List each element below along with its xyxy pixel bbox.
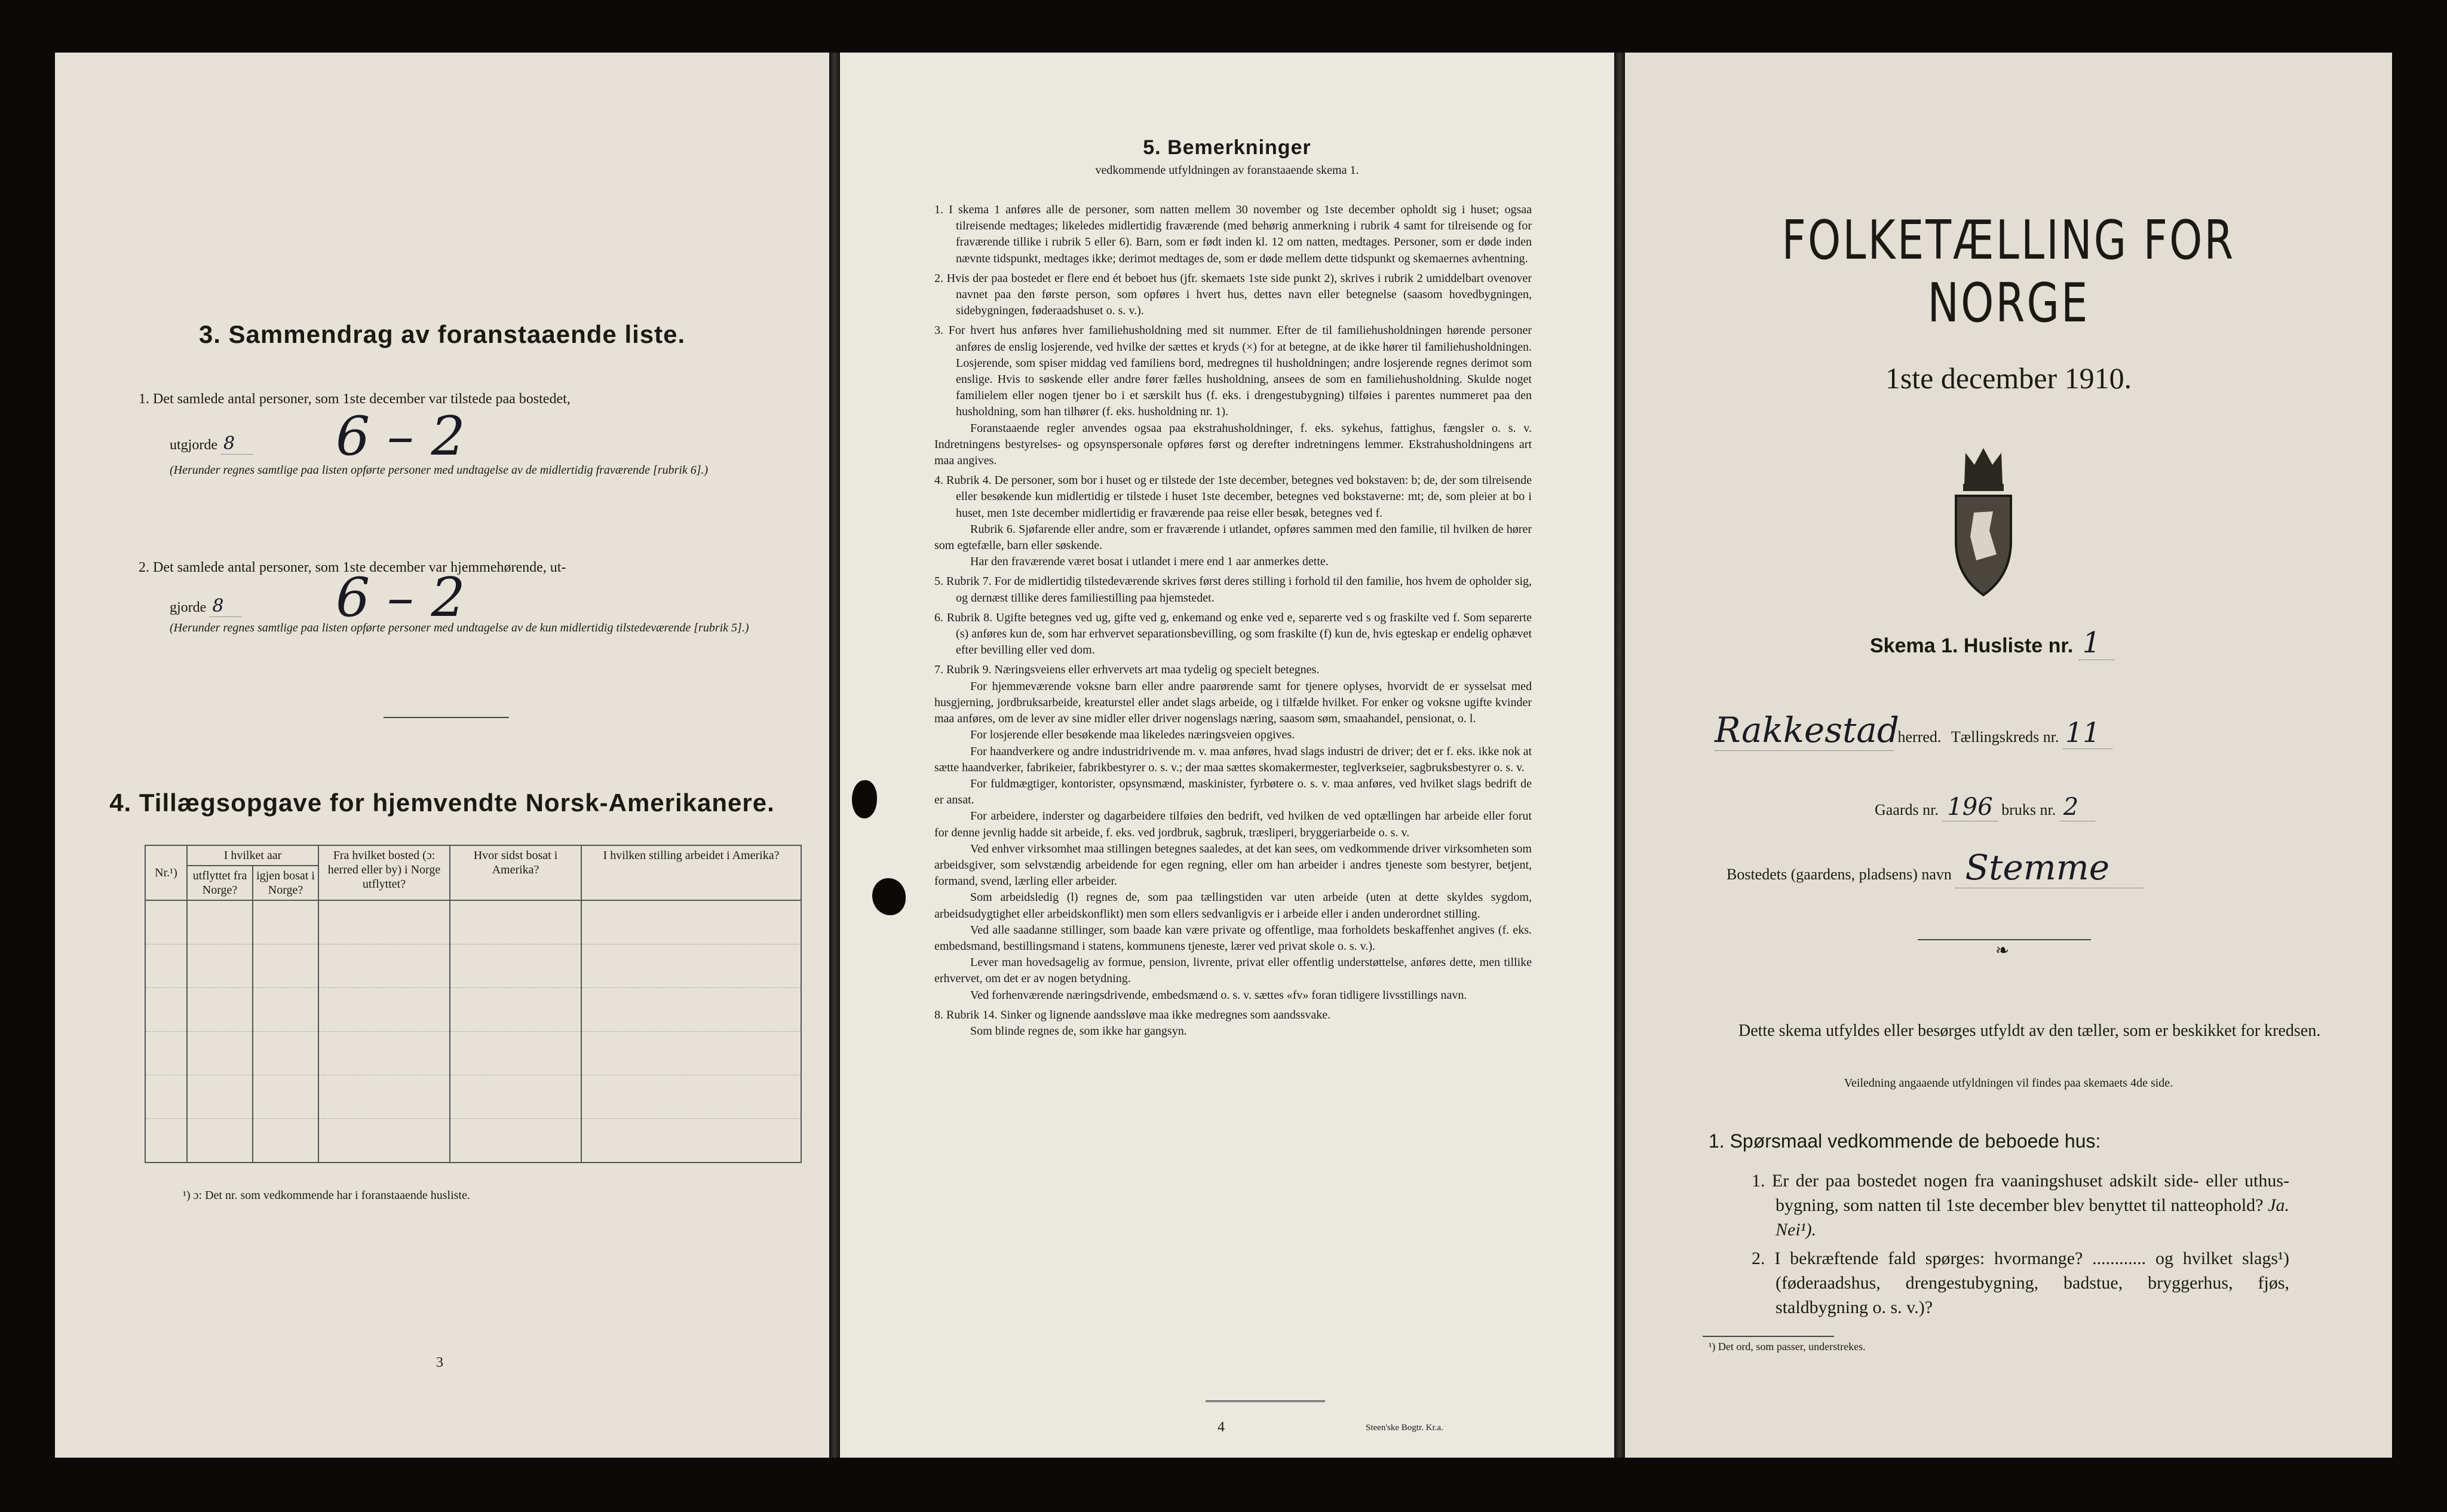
ink-blot — [852, 780, 877, 818]
summary-item-1: 1. Det samlede antal personer, som 1ste december var tilstede paa bostedet, — [139, 391, 571, 407]
item-1-handwritten: 6 – 2 — [336, 405, 465, 468]
item-2-count: 8 — [210, 596, 241, 617]
col-from-where: Fra hvilket bosted (ɔ: herred eller by) i Norge utflyttet? — [318, 845, 450, 900]
bosted-label: Bostedets (gaardens, pladsens) navn — [1727, 866, 1952, 883]
remark-7c: For losjerende eller besøkende maa likeledes næringsveien opgives. — [970, 728, 1295, 742]
page-fold — [829, 53, 840, 1458]
summary-item-2-label — [170, 597, 241, 617]
col-returned: igjen bosat i Norge? — [253, 866, 318, 900]
summary-item-2-note: (Herunder regnes samtlige paa listen opførte personer med undtagelse av de kun midlertidig tilstedeværende [rubrik 5].) — [170, 621, 749, 634]
table-row — [145, 944, 801, 988]
kreds-label: Tællingskreds nr. — [1951, 728, 2059, 746]
table-row — [145, 1032, 801, 1075]
herred-value: Rakkestad — [1715, 710, 1899, 750]
col-position: I hvilken stilling arbeidet i Amerika? — [581, 845, 801, 900]
remark-4c: Har den fraværende været bosat i utlandet i mere end 1 aar anmerkes dette. — [970, 555, 1329, 569]
remark-6: 6. Rubrik 8. Ugifte betegnes ved ug, gifte ved g, enkemand og enke ved e, separerte ved s og fraskilte ved f. Som separerte (s) anføres kun de, som har erhvervet separationsbevilling, og som fraskilte (f) kun de, hvis egteskap er endelig ophævet efter bevilling eller ved dom. — [934, 611, 1532, 657]
remark-7h: Som arbeidsledig (l) regnes de, som paa tællingstiden var uten arbeide (uten at dette skyldes sygdom, arbeidsudygtighet eller arbeidskonflikt) men som ellers sedvanligvis er i arbeide eller i anden underordnet stilling. — [934, 891, 1532, 921]
husliste-number: 1 — [2079, 626, 2115, 660]
table-row — [145, 988, 801, 1032]
remarks-title: 5. Bemerkninger — [1143, 136, 1311, 159]
section-4-title: 4. Tillægsopgave for hjemvendte Norsk-Amerikanere. — [109, 789, 775, 817]
gaards-value: 196 — [1942, 793, 1997, 821]
footnote-rule — [1703, 1336, 1834, 1337]
page-fold — [1614, 53, 1625, 1458]
printer-mark: Steen'ske Bogtr. Kr.a. — [1366, 1423, 1443, 1433]
col-year-group: I hvilket aar — [187, 845, 318, 866]
remark-8: 8. Rubrik 14. Sinker og lignende aandssløve maa ikke medregnes som aandssvake. — [934, 1008, 1331, 1022]
right-page — [1625, 53, 2392, 1458]
summary-item-1-note: (Herunder regnes samtlige paa listen opførte personer med undtagelse av de midlertidig fraværende [rubrik 6].) — [170, 464, 709, 477]
divider — [384, 717, 509, 718]
middle-page — [840, 53, 1614, 1458]
table-row — [145, 900, 801, 944]
table-footnote: ¹) ɔ: Det nr. som vedkommende har i foranstaaende husliste. — [183, 1189, 470, 1202]
norsk-amerikanere-table — [145, 845, 802, 1163]
bosted-line — [1727, 847, 2144, 888]
section-3-title: 3. Sammendrag av foranstaaende liste. — [198, 320, 686, 348]
remarks-text — [934, 202, 1532, 1039]
gaards-label: Gaards nr. — [1875, 801, 1939, 818]
remark-3b: Foranstaaende regler anvendes ogsaa paa ekstrahusholdninger, f. eks. sykehus, fattighus, fængsler o. s. v. Indretningens bestyrelses- og opsynspersonale opføres først og derefter indretningens lemmer. Ekstrahusholdningens art maa angives. — [934, 421, 1532, 468]
remark-7: 7. Rubrik 9. Næringsveiens eller erhvervets art maa tydelig og specielt betegnes. — [934, 663, 1320, 677]
ink-blot — [872, 878, 906, 915]
page-number: 3 — [436, 1355, 443, 1370]
remark-7i: Ved alle saadanne stillinger, som baade kan være private og offentlige, maa forholdets beskaffenhet angives (f. eks. embedsmand, bestillingsmand i statens, kommunens tjeneste, lærer ved privat skole o. s. v.). — [934, 923, 1532, 953]
instruction-sub: Veiledning angaaende utfyldningen vil findes paa skemaets 4de side. — [1844, 1077, 2173, 1090]
item-2-handwritten: 6 – 2 — [336, 566, 465, 629]
census-date: 1ste december 1910. — [1885, 361, 2132, 395]
gaards-line — [1875, 793, 2095, 821]
remark-4: 4. Rubrik 4. De personer, som bor i huset og er tilstede der 1ste december, betegnes ved bokstaven: b; de, der som tilreisende eller besøkende kun midlertidig er tilstede i huset 1ste december, betegnes ved bokstaverne: mt; de, som pleier at bo i huset, men 1ste december midlertidig er fraværende paa reise eller besøk, betegnes ved f. — [934, 474, 1532, 520]
instruction-text: Dette skema utfyldes eller besørges utfyldt av den tæller, som er beskikket for kredsen. — [1738, 1022, 2321, 1040]
remark-7g: Ved enhver virksomhet maa stillingen betegnes saaledes, at det kan sees, om vedkommende driver virksomheten som arbeidsgiver, som selvstændig arbeidende for egen regning, eller om han arbeider i andres tjeneste som bestyrer, betjent, formand, svend, lærling eller arbeider. — [934, 842, 1532, 888]
bruks-value: 2 — [2060, 793, 2095, 821]
bosted-value: Stemme — [1955, 847, 2144, 888]
table-row — [145, 1075, 801, 1119]
remark-5: 5. Rubrik 7. For de midlertidig tilstedeværende skrives først deres stilling i forhold til den familie, hos hvem de opholder sig, og dernæst tillike deres familiestilling paa hjemstedet. — [934, 575, 1532, 605]
item-2-label: gjorde — [170, 600, 207, 615]
herred-line — [1715, 710, 2312, 751]
remark-4b: Rubrik 6. Sjøfarende eller andre, som er fraværende i utlandet, opføres sammen med den familie, til hvilken de hører som egtefælle, barn eller søskende. — [934, 522, 1532, 553]
ornament-icon: ❧ — [1995, 941, 2010, 960]
remark-2: 2. Hvis der paa bostedet er flere end ét beboet hus (jfr. skemaets 1ste side punkt 2), skrives i rubrik 2 umiddelbart ovenover navnet paa den første person, som opføres i hvert hus, dettes navn eller betegnelse (saasom hovedbygningen, sidebygningen, føderaadshuset o. s. v.). — [934, 271, 1532, 318]
summary-item-1-label — [170, 435, 253, 454]
herred-label: herred. — [1897, 728, 1942, 746]
left-page — [55, 53, 829, 1458]
remark-8b: Som blinde regnes de, som ikke har gangsyn. — [970, 1024, 1187, 1038]
remark-7j: Lever man hovedsagelig av formue, pension, livrente, privat eller offentlig understøttelse, anføres dette, men tillike erhvervet, om det er av nogen betydning. — [934, 956, 1532, 986]
remark-7d: For haandverkere og andre industridrivende m. v. maa anføres, hvad slags industri de driver; det er f. eks. ikke nok at sætte haandverker, fabrikeier, fabrikbestyrer o. s. v.; der maa sættes skomakermester, teglverkseier, sagbruksbestyrer o. s. v. — [934, 744, 1532, 774]
remark-7f: For arbeidere, inderster og dagarbeidere tilføies den bedrift, ved hvilken de ved optællingen har arbeide eller forut for denne jevnlig hadde sit arbeide, f. eks. ved jordbruk, sagbruk, træsliperi, bryggeriarbeide o. s. v. — [934, 809, 1532, 839]
item-1-label: utgjorde — [170, 437, 217, 453]
census-title: FOLKETÆLLING FOR NORGE — [1781, 209, 2236, 335]
remark-7e: For fuldmægtiger, kontorister, opsynsmænd, maskinister, fyrbøtere o. s. v. maa anføres, ved hvilket slags bedrift de er ansat. — [934, 777, 1532, 807]
coat-of-arms-icon — [1948, 441, 2019, 600]
remark-3: 3. For hvert hus anføres hver familiehusholdning med sit nummer. Efter de til familiehusholdningen hørende personer anføres de enslig losjerende, ved hvilke der sættes et kryds (×) for at betegne, at de ikke hører til familiehusholdningen. Losjerende, som spiser middag ved familiens bord, medregnes til husholdningen; andre losjerende regnes derimot som enslige. Hvis to søskende eller andre fører fælles husholdning, ansees de som en familiehusholdning. Skulde noget familielem eller nogen tjener bo i et særskilt hus (f. eks. i drengestubygning) tilføies i parentes nummeret paa den husholdning, som han tilhører (f. eks. husholdning nr. 1). — [934, 324, 1532, 419]
question-1-answer: Ja. Nei¹). — [1776, 1195, 2289, 1240]
table-row — [145, 1119, 801, 1163]
remark-7b: For hjemmeværende voksne barn eller andre paarørende samt for tjenere oplyses, hvorvidt de er sysselsat med husgjerning, jordbruksarbeide, kreaturstel eller andet slags arbeide, og i tilfælde hvilket. For enker og voksne ugifte kvinder maa anføres, om de lever av sine midler eller driver nogenslags næring, saasom søm, smaahandel, pensionat, o. l. — [934, 679, 1532, 726]
col-nr: Nr.¹) — [145, 845, 187, 900]
schema-label: Skema 1. Husliste nr. — [1870, 634, 2074, 657]
right-footnote: ¹) Det ord, som passer, understrekes. — [1709, 1341, 1866, 1352]
kreds-value: 11 — [2063, 716, 2112, 749]
page-number: 4 — [1218, 1419, 1225, 1435]
col-last-lived: Hvor sidst bosat i Amerika? — [450, 845, 581, 900]
bruks-label: bruks nr. — [2001, 801, 2056, 818]
questions-header: 1. Spørsmaal vedkommende de beboede hus: — [1709, 1130, 2101, 1152]
item-1-count: 8 — [221, 433, 253, 455]
question-2: 2. I bekræftende fald spørges: hvormange? ............ og hvilket slags¹) (føderaadshus, drengestubygning, badstue, bryggerhus, fjøs, staldbygning o. s. v.)? — [1752, 1249, 2289, 1317]
summary-item-2: 2. Det samlede antal personer, som 1ste december var hjemmehørende, ut- — [139, 560, 566, 575]
schema-husliste — [1870, 626, 2115, 660]
remark-7k: Ved forhenværende næringsdrivende, embedsmænd o. s. v. sættes «fv» foran tidligere livsstillings navn. — [970, 988, 1467, 1002]
question-1 — [1752, 1168, 2289, 1242]
remarks-subtitle: vedkommende utfyldningen av foranstaaende skema 1. — [1095, 164, 1359, 177]
remark-1: 1. I skema 1 anføres alle de personer, som natten mellem 30 november og 1ste december opholdt sig i huset; ogsaa tilreisende medtages; likeledes midlertidig fraværende (med behørig anmerkning i rubrik 4 samt for tilreisende og for fraværende tillike i rubrik 5 eller 6). Barn, som er født inden kl. 12 om natten, medtages. Personer, som er døde inden nævnte tidspunkt, medtages ikke; derimot medtages de, som er døde mellem dette tidspunkt og skemaernes avhentning. — [934, 203, 1532, 265]
question-1-text: 1. Er der paa bostedet nogen fra vaaningshuset adskilt side- eller uthus-bygning, som natten til 1ste december blev benyttet til natteophold? — [1752, 1171, 2289, 1215]
divider — [1206, 1400, 1325, 1402]
col-emigrated: utflyttet fra Norge? — [187, 866, 253, 900]
